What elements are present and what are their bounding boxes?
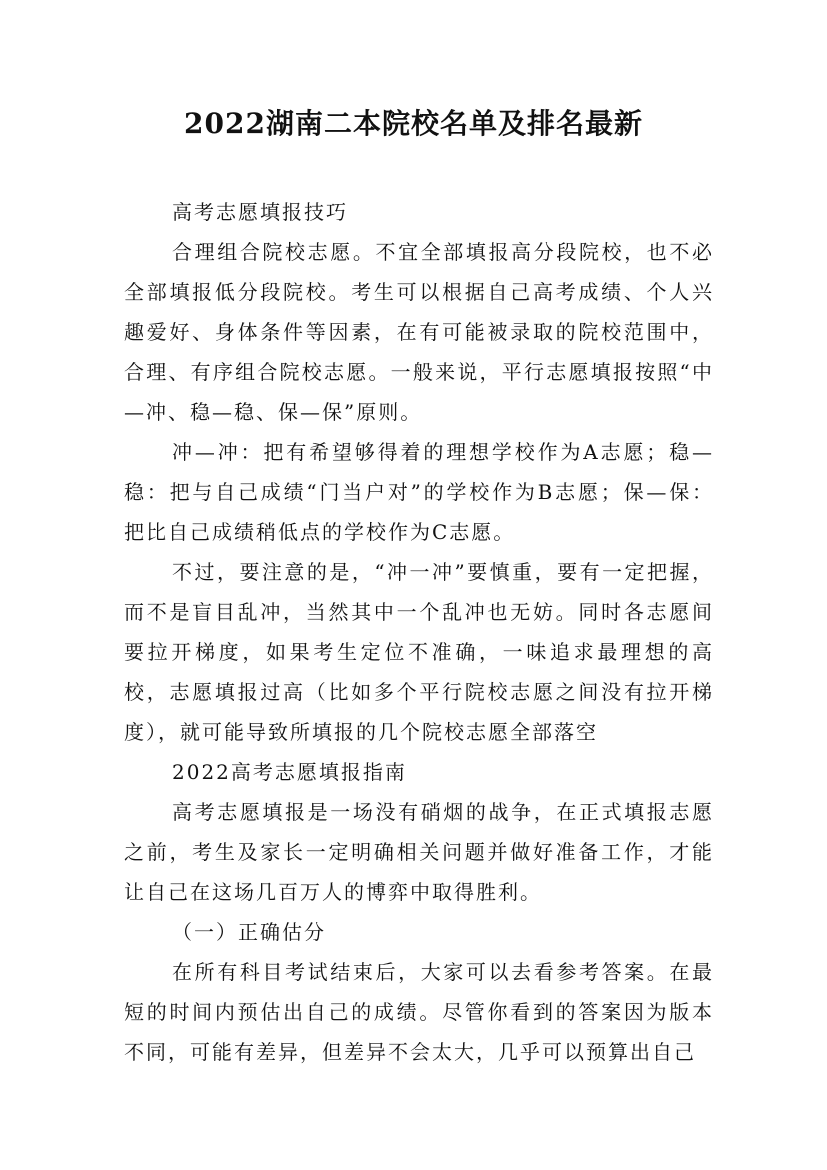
section-heading-guide: 2022高考志愿填报指南: [172, 760, 407, 784]
paragraph-chong-wen-bao: 冲—冲：把有希望够得着的理想学校作为A志愿；稳—稳：把与自己成绩“门当户对”的学校作为B志愿；保—保：把比自己成绩稍低点的学校作为C志愿。: [124, 440, 714, 544]
paragraph-estimate: 在所有科目考试结束后，大家可以去看参考答案。在最短的时间内预估出自己的成绩。尽管你看到的答案因为版本不同，可能有差异，但差异不会太大，几乎可以预算出自己: [124, 960, 714, 1064]
section-heading-estimate: （一）正确估分: [172, 920, 326, 944]
section-heading-tips: 高考志愿填报技巧: [172, 200, 348, 224]
paragraph-combination: 合理组合院校志愿。不宜全部填报高分段院校，也不必全部填报低分段院校。考生可以根据自己高考成绩、个人兴趣爱好、身体条件等因素，在有可能被录取的院校范围中，合理、有序组合院校志愿。一般来说，平行志愿填报按照“中—冲、稳—稳、保—保”原则。: [124, 240, 714, 424]
paragraph-intro: 高考志愿填报是一场没有硝烟的战争，在正式填报志愿之前，考生及家长一定明确相关问题并做好准备工作，才能让自己在这场几百万人的博弈中取得胜利。: [124, 800, 714, 904]
paragraph-caution: 不过，要注意的是，“冲一冲”要慎重，要有一定把握，而不是盲目乱冲，当然其中一个乱冲也无妨。同时各志愿间要拉开梯度，如果考生定位不准确，一味追求最理想的高校，志愿填报过高（比如多个平行院校志愿之间没有拉开梯度），就可能导致所填报的几个院校志愿全部落空: [124, 560, 714, 744]
document-title: 2022湖南二本院校名单及排名最新: [184, 107, 643, 140]
document-body: [124, 192, 714, 1072]
